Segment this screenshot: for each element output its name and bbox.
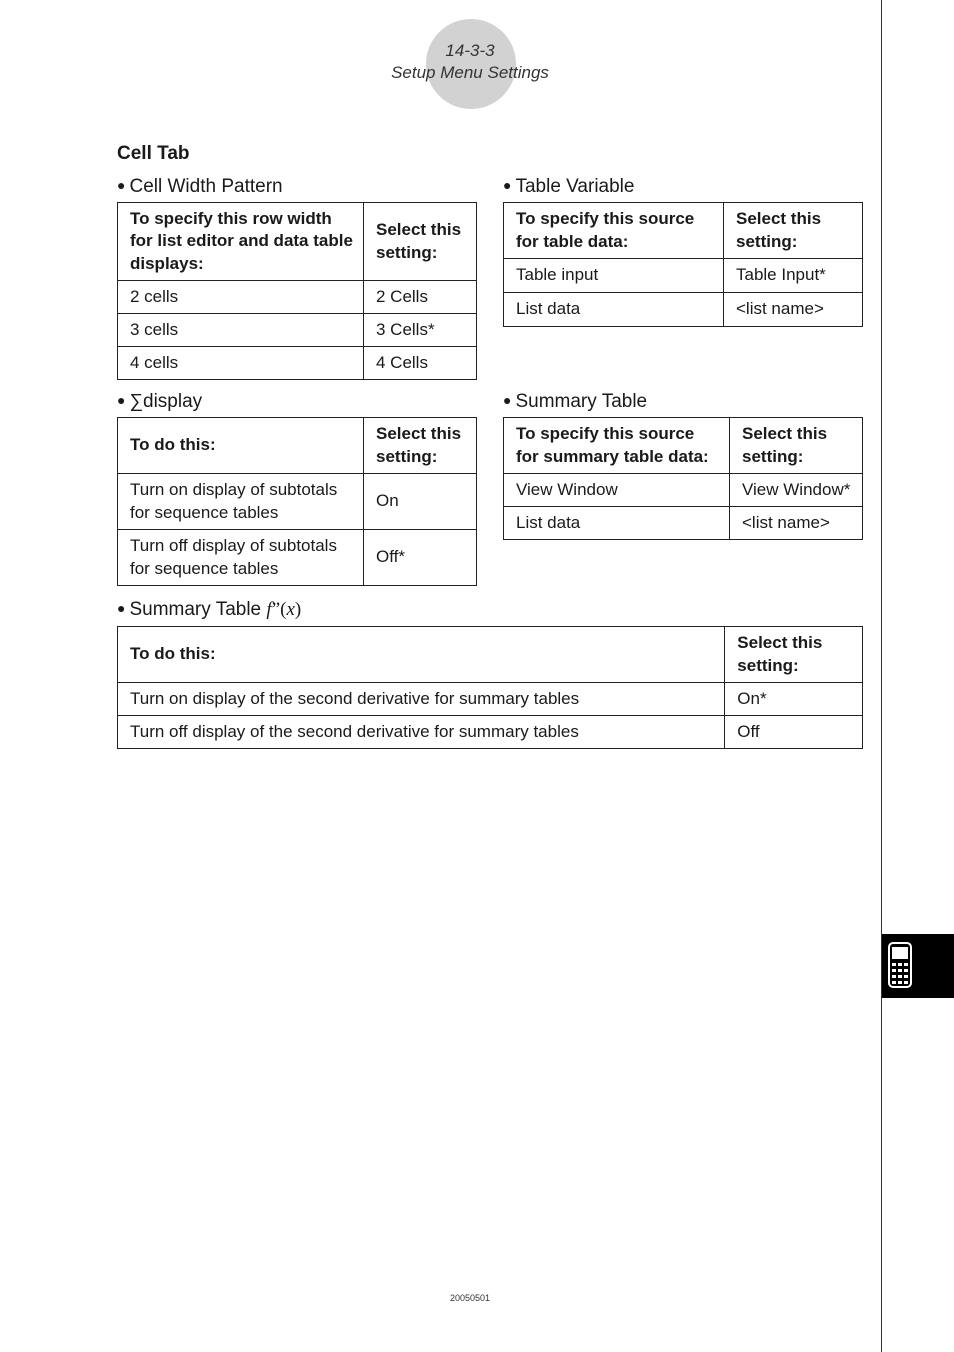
footer-date-code: 20050501 (449, 1293, 491, 1303)
table-cell: <list name> (730, 507, 863, 540)
table-cell: Turn on display of the second derivative for summary tables (118, 683, 725, 716)
bullet-icon: ● (503, 392, 512, 408)
chapter-tab (882, 934, 954, 998)
summary-table-fx-title: ● Summary Table f”(x) (117, 599, 302, 620)
table-cell: List data (504, 507, 730, 540)
table-cell: Turn on display of subtotals for sequence tables (118, 474, 364, 530)
table-row (504, 507, 863, 540)
page-number: 14-3-3 (445, 41, 495, 60)
page-title: Setup Menu Settings (391, 63, 549, 82)
table-row (118, 314, 477, 347)
table-cell: List data (504, 293, 724, 327)
table-variable-title: ● Table Variable (503, 176, 635, 197)
table-header: Select this setting: (724, 203, 863, 259)
table-row (118, 530, 477, 586)
table-header: To specify this source for summary table data: (504, 418, 730, 474)
cell-width-pattern-title: ● Cell Width Pattern (117, 176, 283, 197)
table-row (118, 347, 477, 380)
table-row (504, 474, 863, 507)
table-cell: 3 Cells* (364, 314, 477, 347)
table-cell: View Window (504, 474, 730, 507)
sigma-display-title: ● ∑display (117, 391, 203, 412)
table-cell: 4 Cells (364, 347, 477, 380)
table-row (118, 716, 863, 749)
table-cell: Table Input* (724, 259, 863, 293)
bullet-icon: ● (503, 177, 512, 193)
table-cell: On (364, 474, 477, 530)
bullet-icon: ● (117, 392, 126, 408)
section-heading: Cell Tab (117, 143, 190, 164)
bullet-icon: ● (117, 177, 126, 193)
table-header: To specify this row width for list editor and data table displays: (118, 203, 364, 281)
table-header: Select this setting: (730, 418, 863, 474)
summary-table-fx-table (117, 626, 863, 749)
table-cell: 4 cells (118, 347, 364, 380)
table-header: To do this: (118, 627, 725, 683)
table-row (504, 259, 863, 293)
table-row (118, 281, 477, 314)
sigma-display-table (117, 417, 477, 586)
table-cell: 2 Cells (364, 281, 477, 314)
summary-table-table (503, 417, 863, 540)
table-cell: Off (725, 716, 863, 749)
table-row (118, 474, 477, 530)
table-header: Select this setting: (364, 203, 477, 281)
table-cell: On* (725, 683, 863, 716)
cell-width-pattern-table (117, 202, 477, 380)
table-cell: View Window* (730, 474, 863, 507)
bullet-icon: ● (117, 600, 126, 616)
table-cell: 3 cells (118, 314, 364, 347)
table-header: To specify this source for table data: (504, 203, 724, 259)
table-header: Select this setting: (725, 627, 863, 683)
table-cell: Turn off display of subtotals for sequence tables (118, 530, 364, 586)
calculator-icon (888, 942, 912, 988)
table-cell: Off* (364, 530, 477, 586)
table-cell: Table input (504, 259, 724, 293)
table-header: Select this setting: (364, 418, 477, 474)
table-header: To do this: (118, 418, 364, 474)
table-variable-table (503, 202, 863, 327)
table-cell: Turn off display of the second derivative for summary tables (118, 716, 725, 749)
margin-rule (881, 0, 882, 1352)
summary-table-title: ● Summary Table (503, 391, 648, 412)
table-row (118, 683, 863, 716)
table-row (504, 293, 863, 327)
table-cell: 2 cells (118, 281, 364, 314)
table-cell: <list name> (724, 293, 863, 327)
